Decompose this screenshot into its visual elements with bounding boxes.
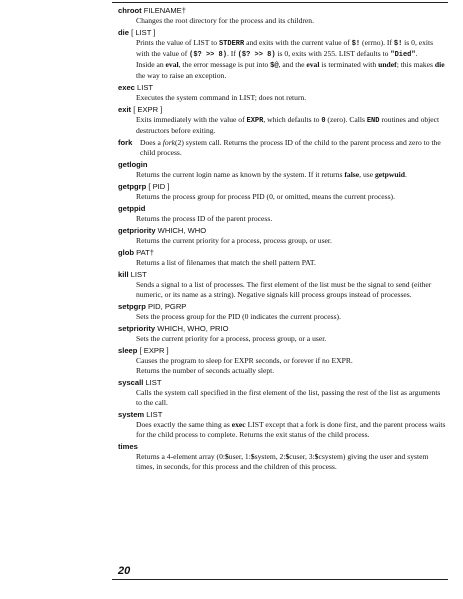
keyword: chroot — [118, 6, 142, 15]
term-getppid — [118, 204, 448, 214]
code: $ — [314, 452, 319, 461]
code: getpwuid — [374, 170, 405, 179]
description — [118, 115, 448, 136]
text: the way to raise an exception. — [136, 71, 227, 80]
entry-getlogin — [118, 160, 448, 180]
entry-exit — [118, 105, 448, 136]
keyword: setpriority — [118, 324, 156, 333]
text: , the error message is put into — [178, 60, 271, 69]
code: $ — [250, 452, 255, 461]
term-chroot — [118, 6, 448, 16]
code: ($? >> 8) — [237, 51, 276, 59]
arguments: [ LIST ] — [128, 28, 156, 37]
arguments: PID, PGRP — [145, 302, 187, 311]
code: $! — [393, 40, 403, 48]
arguments: LIST — [134, 83, 154, 92]
text: cuser, 3: — [289, 452, 315, 461]
page-number: 20 — [118, 565, 131, 577]
keyword: exec — [118, 83, 135, 92]
description: Returns the number of seconds actually slept. — [136, 366, 275, 375]
entry-getpgrp — [118, 182, 448, 202]
text: system, 2: — [254, 452, 286, 461]
term-system — [118, 410, 448, 420]
text: Exits immediately with the value of — [136, 115, 247, 124]
description: Returns the current priority for a process, process group, or user. — [136, 236, 332, 245]
description: Causes the program to sleep for EXPR seconds, or forever if no EXPR. — [136, 356, 353, 365]
text: is 0, exits with 255. LIST defaults to — [275, 49, 391, 58]
text: . — [415, 49, 418, 58]
code: $! — [351, 40, 361, 48]
description — [118, 60, 448, 81]
arguments: [ PID ] — [146, 182, 170, 191]
text: is terminated with — [319, 60, 379, 69]
text: fork — [162, 138, 176, 147]
arguments: FILENAME† — [141, 6, 186, 15]
keyword: setpgrp — [118, 302, 146, 311]
bottom-rule — [112, 579, 448, 580]
term-times — [118, 442, 448, 452]
term-exit — [118, 105, 448, 115]
term-getlogin — [118, 160, 448, 170]
entry-die — [118, 28, 448, 81]
keyword: exit — [118, 105, 132, 114]
term-sleep — [118, 346, 448, 356]
description: Returns the process group for process PID (0, or omitted, means the current process). — [136, 192, 395, 201]
term-getpriority — [118, 226, 448, 236]
description: Sets the current priority for a process, process group, or a user. — [136, 334, 327, 343]
code: die — [434, 60, 445, 69]
description: Sends a signal to a list of processes. The first element of the list must be the signal to send (either numeric, or its name as a string). Negative signals kill process groups instead of processes. — [136, 280, 432, 299]
text: (2) system call. Returns the process ID of the child to the parent process and zero to the child process. — [140, 138, 441, 157]
text: Returns a 4-element array (0: — [136, 452, 225, 461]
code: EXPR — [246, 117, 264, 125]
term-setpgrp — [118, 302, 448, 312]
arguments: [ EXPR ] — [131, 105, 163, 114]
description — [118, 170, 448, 180]
code: END — [366, 117, 380, 125]
description: Returns a list of filenames that match the shell pattern PAT. — [136, 258, 316, 267]
text: . — [404, 170, 407, 179]
keyword: getlogin — [118, 160, 148, 169]
term-setpriority — [118, 324, 448, 334]
code: 0 — [321, 117, 326, 125]
code: ($? >> 8) — [189, 51, 227, 59]
keyword: glob — [118, 248, 135, 257]
text: Prints the value of LIST to — [136, 38, 219, 47]
entry-glob — [118, 248, 448, 268]
entry-getpriority — [118, 226, 448, 246]
top-rule — [112, 2, 448, 3]
text: csystem) giving the user and system times, in seconds, for this process and the children of this process. — [136, 452, 429, 471]
entry-times — [118, 442, 448, 472]
keyword: fork — [118, 138, 133, 147]
keyword: getpgrp — [118, 182, 147, 191]
arguments: WHICH, WHO, PRIO — [155, 324, 229, 333]
text: Returns the current login name as known by the system. If it returns — [136, 170, 345, 179]
description: Changes the root directory for the process and its children. — [136, 16, 314, 25]
code: undef — [378, 60, 397, 69]
text: is 0, exits with the value of — [136, 38, 434, 58]
code: false — [344, 170, 360, 179]
term-die — [118, 28, 448, 38]
arguments: LIST — [128, 270, 147, 279]
entry-exec — [118, 83, 448, 103]
arguments: WHICH, WHO — [155, 226, 207, 235]
entry-setpgrp — [118, 302, 448, 322]
text: , use — [359, 170, 375, 179]
keyword: times — [118, 442, 138, 451]
text: Inside an — [136, 60, 166, 69]
term-kill — [118, 270, 448, 280]
description — [118, 420, 448, 440]
entry-setpriority — [118, 324, 448, 344]
term-syscall — [118, 378, 448, 388]
entry-fork — [118, 138, 448, 158]
text: Does exactly the same thing as — [136, 420, 232, 429]
keyword: kill — [118, 270, 129, 279]
entry-sleep — [118, 346, 448, 376]
keyword: getppid — [118, 204, 146, 213]
text: Does a — [140, 138, 163, 147]
arguments: LIST — [144, 410, 163, 419]
text: , and the — [278, 60, 307, 69]
description — [118, 452, 448, 472]
function-reference-list — [118, 6, 448, 474]
keyword: die — [118, 28, 129, 37]
text: ; this makes — [396, 60, 435, 69]
arguments: LIST — [143, 378, 162, 387]
keyword: getpriority — [118, 226, 156, 235]
text: , which defaults to — [263, 115, 322, 124]
text: (zero). Calls — [325, 115, 367, 124]
text: (errno). If — [360, 38, 394, 47]
text: and exits with the current value of — [244, 38, 352, 47]
text: user, 1: — [228, 452, 251, 461]
code: $ — [224, 452, 229, 461]
description: Executes the system command in LIST; does not return. — [136, 93, 307, 102]
description — [118, 38, 448, 60]
keyword: system — [118, 410, 145, 419]
entry-syscall — [118, 378, 448, 408]
term-exec — [118, 83, 448, 93]
arguments: [ EXPR ] — [137, 346, 169, 355]
code: $ — [285, 452, 290, 461]
entry-getppid — [118, 204, 448, 224]
term-getpgrp — [118, 182, 448, 192]
keyword: syscall — [118, 378, 144, 387]
text: routines and object destructors before exiting. — [136, 115, 440, 135]
entry-system — [118, 410, 448, 440]
description: Sets the process group for the PID (0 indicates the current process). — [136, 312, 341, 321]
code: STDERR — [218, 40, 245, 48]
description: Returns the process ID of the parent process. — [136, 214, 273, 223]
code: eval — [165, 60, 179, 69]
code: eval — [306, 60, 320, 69]
description: Calls the system call specified in the first element of the list, passing the rest of the list as arguments to the call. — [136, 388, 441, 407]
term-fork — [118, 138, 140, 148]
code: exec — [231, 420, 246, 429]
description — [140, 138, 448, 158]
text: LIST except that a fork is done first, and the parent process waits for the child process to complete. Returns the exit status of the child process. — [136, 420, 446, 439]
code: "Died" — [390, 51, 416, 59]
term-glob — [118, 248, 448, 258]
text: . If — [226, 49, 238, 58]
arguments: PAT† — [134, 248, 155, 257]
entry-chroot — [118, 6, 448, 26]
code: $@ — [270, 62, 279, 70]
entry-kill — [118, 270, 448, 300]
keyword: sleep — [118, 346, 138, 355]
